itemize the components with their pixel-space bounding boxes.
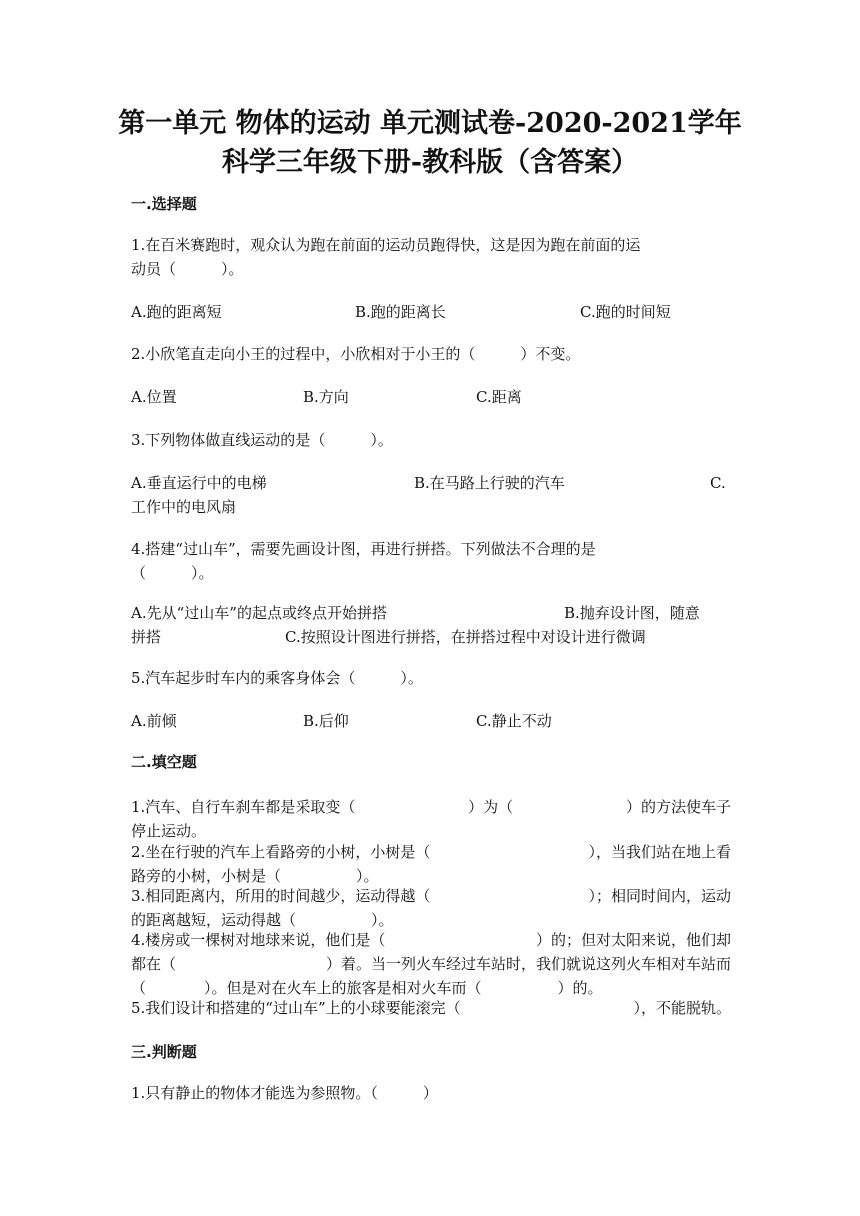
question-choice-5: 5.汽车起步时车内的乘客身体会（ ）。	[131, 669, 423, 687]
question-text-line: 停止运动。	[131, 822, 207, 840]
question-choice-1	[131, 233, 731, 281]
option-b: B.抛弃设计图，随意	[564, 604, 700, 622]
question-text-line: （ ）。	[131, 564, 214, 582]
question-text-line: 4.楼房或一棵树对地球来说，他们是（ ）的；但对太阳来说，他们却	[131, 931, 731, 949]
question-text-line: 都在（ ）着。当一列火车经过车站时，我们就说这列火车相对车站而	[131, 955, 731, 973]
question-fill-2	[131, 840, 731, 888]
option-b: B.方向	[303, 388, 349, 406]
section-heading-choice: 一.选择题	[131, 195, 197, 213]
question-text-line: 的距离越短，运动得越（ ）。	[131, 911, 394, 929]
question-text-line: 1.在百米赛跑时，观众认为跑在前面的运动员跑得快，这是因为跑在前面的运	[131, 236, 641, 254]
title-line-1: 第一单元 物体的运动 单元测试卷-2020-2021学年	[118, 108, 742, 139]
options-choice-5	[131, 709, 731, 733]
option-b-continued: 拼搭	[131, 628, 162, 646]
question-judge-1: 1.只有静止的物体才能选为参照物。（ ）	[131, 1084, 438, 1102]
option-a: A.位置	[131, 388, 177, 406]
question-text-line: 路旁的小树，小树是（ ）。	[131, 867, 379, 885]
options-choice-4-line-1	[131, 601, 731, 625]
section-heading-judge: 三.判断题	[131, 1043, 197, 1061]
option-c: C.跑的时间短	[580, 303, 671, 321]
question-choice-2: 2.小欣笔直走向小王的过程中，小欣相对于小王的（ ）不变。	[131, 345, 581, 363]
option-b: B.在马路上行驶的汽车	[414, 474, 565, 492]
options-choice-1	[131, 300, 731, 324]
page-title	[100, 104, 760, 182]
question-fill-4	[131, 928, 731, 1000]
question-choice-3: 3.下列物体做直线运动的是（ ）。	[131, 431, 393, 449]
question-text-line: 5.我们设计和搭建的“过山车”上的小球要能滚完（ ），不能脱轨。	[131, 999, 731, 1017]
question-text-line: （ ）。但是对在火车上的旅客是相对火车而（ ）的。	[131, 979, 603, 997]
question-text-line: 1.汽车、自行车刹车都是采取变（ ）为（ ）的方法使车子	[131, 798, 731, 816]
option-a: A.前倾	[131, 712, 177, 730]
title-line-2: 科学三年级下册-教科版（含答案）	[221, 147, 639, 178]
question-text-line: 2.坐在行驶的汽车上看路旁的小树，小树是（ ），当我们站在地上看	[131, 843, 731, 861]
options-choice-3	[131, 471, 731, 495]
option-c: C.静止不动	[476, 712, 552, 730]
question-text-line: 动员（ ）。	[131, 260, 244, 278]
question-fill-3	[131, 884, 731, 932]
question-choice-4	[131, 537, 731, 585]
options-choice-4-line-2	[131, 625, 731, 649]
option-c-continued: 工作中的电风扇	[131, 498, 237, 516]
option-c: C.按照设计图进行拼搭，在拼搭过程中对设计进行微调	[285, 628, 646, 646]
question-fill-5	[131, 996, 731, 1020]
section-heading-fill: 二.填空题	[131, 753, 197, 771]
option-b: B.后仰	[303, 712, 349, 730]
question-fill-1	[131, 795, 731, 843]
option-c: C.	[710, 474, 726, 492]
option-a: A.跑的距离短	[131, 303, 222, 321]
option-b: B.跑的距离长	[355, 303, 446, 321]
options-choice-2	[131, 385, 731, 409]
question-text-line: 3.相同距离内，所用的时间越少，运动得越（ ）；相同时间内，运动	[131, 887, 731, 905]
option-c: C.距离	[476, 388, 522, 406]
question-text-line: 4.搭建“过山车”，需要先画设计图，再进行拼搭。下列做法不合理的是	[131, 540, 596, 558]
option-a: A.先从“过山车”的起点或终点开始拼搭	[131, 604, 387, 622]
option-a: A.垂直运行中的电梯	[131, 474, 267, 492]
